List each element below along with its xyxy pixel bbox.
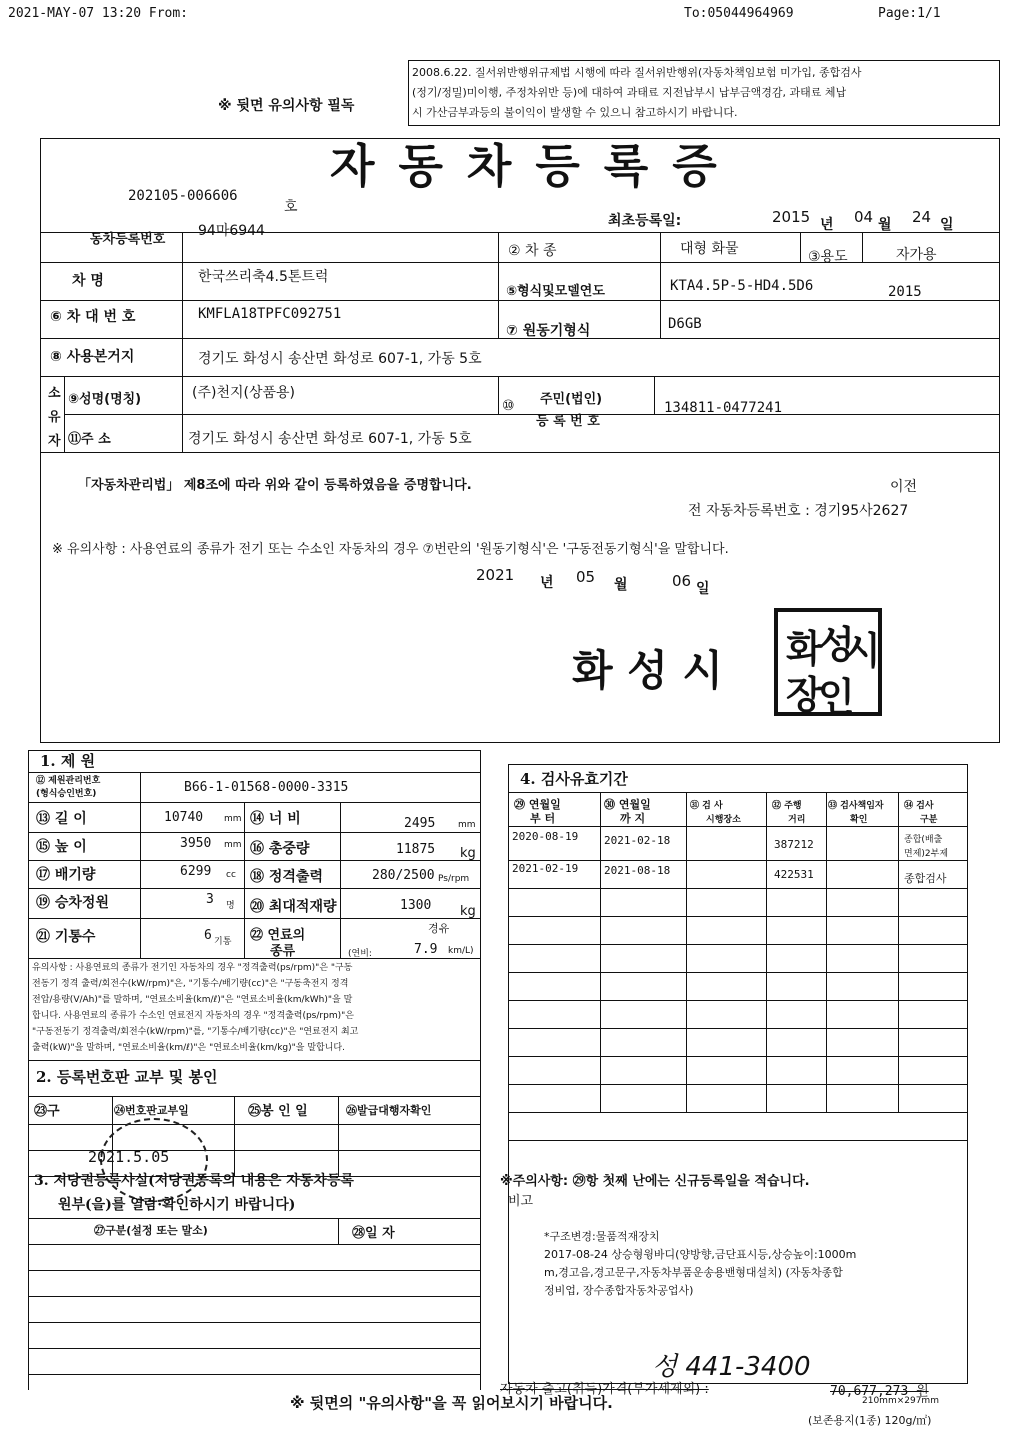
cylinders-label: ㉑ 기통수 [36,929,96,945]
notice-line-2: (정기/정밀)미이행, 주정차위반 등)에 대하여 과태료 지전납부시 납부금액경감, 과태료 체납 [412,86,847,99]
table-line [508,916,968,917]
remarks-line-2: 2017-08-24 상승형윙바디(양방향,금단표시등,상승높이:1000m [544,1248,857,1261]
seats-label: ⑲ 승차정원 [36,895,109,911]
load-unit: kg [460,904,476,919]
mgmt-value: B66-1-01568-0000-3315 [184,780,349,795]
issuer-name: 화 성 시 [572,646,723,695]
handwritten-note: 성 441-3400 [652,1352,811,1382]
back-notice-label: ※ 뒷면 유의사항 필독 [218,98,355,114]
owner-side-1: 소 [48,386,61,401]
paper-size: 210mm×297mm [862,1396,939,1406]
table-line [766,792,767,1112]
table-line [28,918,480,919]
remarks-line-3: m,경고음,경고문구,자동차부품운송용밴형대설치) (자동차종합 [544,1266,843,1279]
table-line [898,792,899,1112]
table-line [800,232,801,262]
remarks-label: 비고 [508,1194,534,1209]
id-label-1: 주민(법인) [540,392,603,407]
doc-number-suffix: 호 [284,199,298,215]
issue-year-unit: 년 [540,575,554,591]
plate-col-agent: ㉖발급대행자확인 [346,1104,432,1117]
weight-value: 11875 [396,842,436,857]
fax-header-from: 2021-MAY-07 13:20 From: [8,6,189,21]
insp-row1-to: 2021-02-18 [604,834,671,847]
seal-char: 화 [786,627,823,671]
insp-h-mileage-2: 거리 [788,815,806,825]
doc-number: 202105-006606 [128,188,238,204]
base-location-value: 경기도 화성시 송산면 화성로 607-1, 가동 5호 [198,351,482,367]
plate-col-issue-date: ㉔번호판교부일 [114,1104,189,1117]
fax-header-page: Page:1/1 [878,6,941,21]
plate-col-type: ㉓구 [34,1104,60,1119]
first-reg-day: 24 [912,208,932,226]
width-label: ⑭ 너 비 [250,811,301,827]
seal-char: 장 [786,673,823,717]
first-reg-month: 04 [854,208,874,226]
reg-number-value: 94마6944 [198,223,265,239]
length-value: 10740 [164,810,204,825]
insp-h-inspector-2: 확인 [850,815,868,825]
issue-year: 2021 [476,566,515,584]
notice-line-1: 2008.6.22. 질서위반행위규제법 시행에 따라 질서위반행위(자동차책임보험 미가입, 종합검사 [412,66,862,79]
prev-reg-number: 전 자동차등록번호 : 경기95사2627 [688,503,909,519]
first-reg-label: 최초등록일: [608,213,682,229]
seal-char: 인 [818,675,855,719]
insp-h-from-1: ㉙ 연월일 [514,798,561,811]
table-line [234,1096,235,1176]
specs-note-2: 전동기 정격 출력/회전수(kW/rpm)"은, "기통수/배기량(cc)"은 "구동축전지 정격 [32,979,349,989]
table-line [660,232,661,338]
month-unit: 월 [878,217,892,233]
table-line [498,376,499,414]
table-line [244,802,245,958]
table-line [826,792,827,1112]
table-line [28,1296,480,1297]
id-value: 134811-0477241 [664,400,783,416]
owner-side-3: 자 [48,434,61,449]
lien-col-type: ㉗구분(설정 또는 말소) [94,1224,208,1237]
table-line [28,1322,480,1323]
seal-char: 시 [844,629,881,673]
table-line [64,376,65,452]
power-value: 280/2500 [372,868,435,883]
load-value: 1300 [400,898,432,913]
year-unit: 년 [820,217,834,233]
engine-label: ⑦ 원동기형식 [506,323,591,339]
height-label: ⑮ 높 이 [36,839,87,855]
weight-label: ⑯ 총중량 [250,841,310,857]
table-line [686,792,687,1112]
inspection-note: ※주의사항: ㉙항 첫째 난에는 신규등록일을 적습니다. [500,1174,810,1189]
table-line [28,802,480,803]
seal-char: 성 [818,623,855,667]
issue-month-unit: 월 [614,577,628,593]
table-line [28,1124,480,1125]
specs-note-4: 합니다. 사용연료의 종류가 수소인 연료전지 자동차의 경우 "정격출력(ps/rpm)"은 [32,1011,354,1021]
issue-month: 05 [576,568,596,586]
price-value: 70,677,273 원 [830,1384,929,1399]
owner-address-value: 경기도 화성시 송산면 화성로 607-1, 가동 5호 [188,431,472,447]
weight-unit: kg [460,846,476,861]
table-line [28,1060,480,1061]
remarks-line-4: 정비업, 장수종합자동차공업사) [544,1284,694,1297]
paper-spec: (보존용지(1종) 120g/㎡) [808,1414,932,1427]
specs-note-6: 출력(kW)"을 말하며, "연료소비율(km/ℓ)"은 "연료소비율(km/kg)"을 말합니다. [32,1043,345,1053]
height-value: 3950 [180,836,212,851]
model-label: ⑤형식및모델연도 [506,284,605,299]
table-line [508,1000,968,1001]
power-label: ⑱ 정격출력 [250,869,323,885]
length-label: ⑬ 길 이 [36,811,87,827]
width-unit: mm [458,820,476,830]
efficiency-unit: km/L) [448,946,474,956]
insp-row1-kind-2: 면제)2부제 [904,849,949,859]
table-line [28,1374,480,1375]
id-number-marker: ⑩ [502,398,515,414]
table-line [40,376,1000,377]
price-label: 자동차 출고(취득)가격(부가세제외) : [500,1382,709,1397]
model-value: KTA4.5P-5-HD4.5D6 [670,278,814,294]
specs-note-1: 유의사항 : 사용연료의 종류가 전기인 자동차의 경우 "정격출력(ps/rpm)"은 "구동 [32,963,353,973]
vehicle-type-label: ② 차 종 [508,243,557,259]
table-line [508,1084,968,1085]
plate-col-seal-date: ㉕봉 인 일 [248,1104,308,1119]
table-line [340,802,341,958]
power-unit: Ps/rpm [438,874,470,884]
displacement-value: 6299 [180,864,212,879]
fuel-label-1: ㉒ 연료의 [250,928,306,943]
transfer-note: 이전 [890,479,918,495]
plate-title: 2. 등록번호판 교부 및 봉인 [36,1068,218,1086]
vin-value: KMFLA18TPFC092751 [198,306,342,322]
day-unit: 일 [940,217,954,233]
owner-name-label: ⑨성명(명칭) [68,392,142,407]
table-line [64,414,1000,415]
table-line [140,772,141,958]
table-line [508,826,968,827]
lien-title-1: 3. 저당권등록사실(저당권등록의 내용은 자동차등록 [34,1173,354,1189]
mgmt-label-1: ⑫ 제원관리번호 [36,776,101,786]
insp-row1-from: 2020-08-19 [512,830,579,843]
first-reg-year: 2015 [772,208,811,226]
cylinders-unit: 기통 [214,937,232,947]
use-label: ③용도 [808,249,848,265]
table-line [28,1218,480,1219]
specs-top-border [28,750,480,751]
table-line [182,232,183,452]
vehicle-name-label: 차 명 [72,273,104,289]
mgmt-label-2: (형식승인번호) [36,789,97,799]
table-line [338,1218,339,1244]
fax-header-to: To:05044964969 [684,6,794,21]
table-line [508,944,968,945]
table-line [600,792,601,1112]
table-line [40,232,1000,233]
inspection-title: 4. 검사유효기간 [520,770,628,788]
table-line [28,860,480,861]
table-line [338,1096,339,1176]
owner-name-value: (주)천지(상품용) [192,385,295,401]
fuel-caution: ※ 유의사항 : 사용연료의 종류가 전기 또는 수소인 자동차의 경우 ⑦번란의 '원동기형식'은 '구동전동기형식'을 말합니다. [52,542,729,557]
owner-side-2: 유 [48,410,61,425]
certificate-title: 자 동 차 등 록 증 [330,139,721,193]
table-line [508,1028,968,1029]
fuel-value: 경유 [428,922,450,935]
insp-h-place-2: 시행장소 [706,815,741,825]
specs-title: 1. 제 원 [40,752,96,770]
table-line [508,792,968,793]
width-value: 2495 [404,816,436,831]
table-line [508,972,968,973]
load-label: ⑳ 최대적재량 [250,899,337,915]
table-line [28,1270,480,1271]
table-line [508,1140,968,1141]
table-line [508,1112,968,1113]
table-line [508,860,968,861]
table-line [508,888,968,889]
specs-note-5: "구동전동기 정격출력/회전수(kW/rpm)"를, "기통수/배기량(cc)"은 "연료전지 최고 [32,1027,359,1037]
table-line [862,232,863,262]
vehicle-name-value: 한국쓰리축4.5톤트럭 [198,269,329,285]
table-line [28,1096,480,1097]
table-line [40,262,1000,263]
cylinders-value: 6 [204,928,212,943]
specs-note-3: 전압/용량(V/Ah)"를 말하며, "연료소비율(km/ℓ)"은 "연료소비율(km/kWh)"을 말 [32,995,353,1005]
insp-row2-to: 2021-08-18 [604,864,671,877]
specs-right-border [480,750,481,1390]
efficiency-label: (연비: [348,949,372,959]
lien-title-2: 원부(을)를 열람·확인하시기 바랍니다) [58,1197,296,1213]
insp-row2-from: 2021-02-19 [512,862,579,875]
table-line [40,300,1000,301]
height-unit: mm [224,840,242,850]
base-location-label: ⑧ 사용본거지 [50,349,135,365]
table-line [28,832,480,833]
insp-h-inspector-1: ㉝ 검사책임자 [828,801,884,811]
vehicle-type-value: 대형 화물 [680,241,739,257]
plate-stamp-date: 2021.5.05 [88,1148,170,1166]
insp-h-to-1: ㉚ 연월일 [604,798,651,811]
insp-row2-kind: 종합검사 [904,872,947,885]
certification-statement: 「자동차관리법」 제8조에 따라 위와 같이 등록하였음을 증명합니다. [78,478,472,493]
insp-h-mileage-1: ㉜ 주행 [772,801,802,811]
id-label-2: 등 록 번 호 [536,414,600,429]
vin-label: ⑥ 차 대 번 호 [50,309,136,325]
issue-day-unit: 일 [696,581,710,597]
model-year: 2015 [888,284,922,300]
insp-h-kind-1: ㉞ 검사 [904,801,934,811]
insp-row2-mileage: 422531 [774,868,814,881]
length-unit: mm [224,814,242,824]
table-line [40,452,1000,453]
table-line [28,958,480,959]
lien-col-date: ㉘일 자 [352,1226,395,1241]
specs-left-border [28,750,29,1390]
footer-notice: ※ 뒷면의 "유의사항"을 꼭 읽어보시기 바랍니다. [290,1394,613,1412]
owner-address-label: ⑪주 소 [68,432,111,447]
use-value: 자가용 [896,247,937,263]
insp-h-kind-2: 구분 [920,815,938,825]
displacement-label: ⑰ 배기량 [36,867,96,883]
reg-number-label: 동차등록번호 [90,232,166,247]
table-line [28,888,480,889]
table-line [28,1348,480,1349]
fuel-label-2: 종류 [270,944,296,959]
seats-unit: 명 [226,901,235,911]
table-line [28,1244,480,1245]
insp-row1-mileage: 387212 [774,838,814,851]
issue-day: 06 [672,572,692,590]
insp-h-from-2: 부 터 [530,812,556,825]
engine-value: D6GB [668,316,702,332]
seats-value: 3 [206,892,214,907]
notice-line-3: 시 가산금부과등의 불이익이 발생할 수 있으니 참고하시기 바랍니다. [412,106,738,119]
table-line [498,232,499,338]
official-seal [774,608,882,719]
insp-h-to-2: 까 지 [620,812,646,825]
table-line [508,1056,968,1057]
efficiency-value: 7.9 [414,942,438,957]
table-line [654,376,655,414]
insp-row1-kind-1: 종합(배출 [904,835,943,845]
remarks-line-1: *구조변경:물품적재장치 [544,1230,660,1243]
displacement-unit: cc [226,870,236,880]
insp-h-place-1: ㉛ 검 사 [690,801,723,811]
